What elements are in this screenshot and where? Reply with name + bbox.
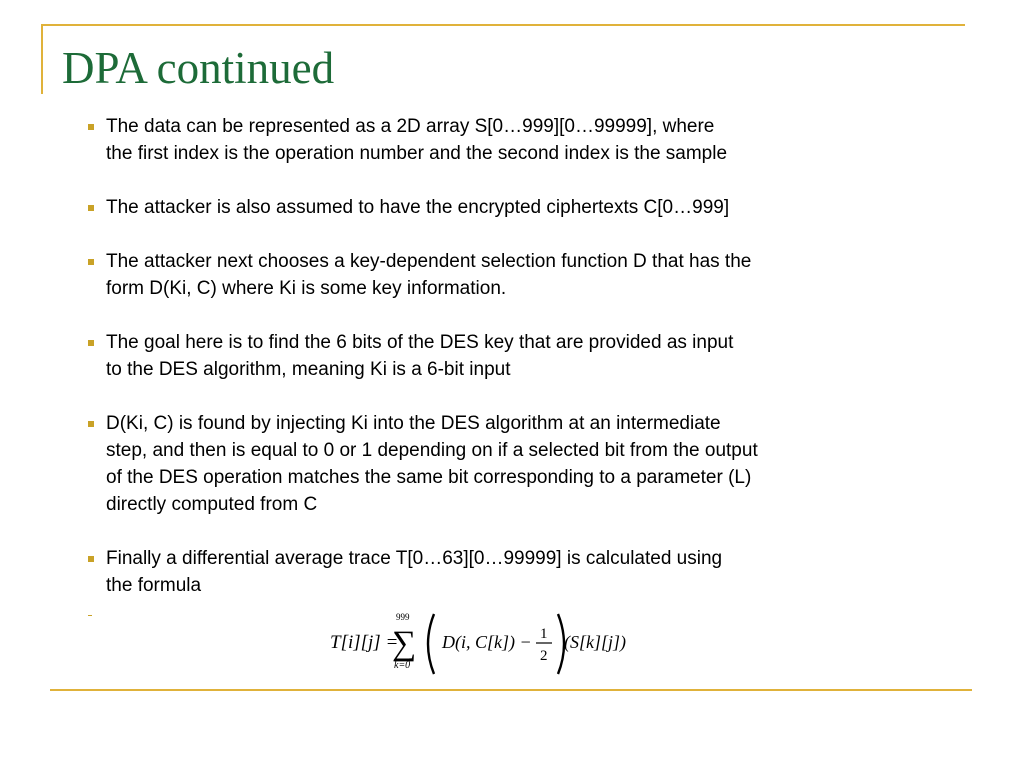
bullet-line: D(Ki, C) is found by injecting Ki into the DES algorithm at an intermediate bbox=[106, 413, 721, 434]
bullet-line: Finally a differential average trace T[0…63][0…99999] is calculated using bbox=[106, 548, 723, 569]
bullet-list bbox=[88, 113, 948, 626]
formula-rhs: (S[k][j]) bbox=[564, 632, 626, 652]
left-paren-shape bbox=[428, 614, 434, 674]
formula-lhs: T[i][j] = bbox=[330, 632, 399, 653]
bullet-marker bbox=[88, 259, 94, 265]
bullet-marker bbox=[88, 205, 94, 211]
frame-top-rule bbox=[41, 24, 965, 26]
bullet-line: form D(Ki, C) where Ki is some key information. bbox=[106, 278, 507, 299]
bullet-line: to the DES algorithm, meaning Ki is a 6-bit input bbox=[106, 359, 511, 380]
bullet-item bbox=[88, 545, 948, 599]
formula-frac-num: 1 bbox=[540, 626, 548, 642]
bullet-marker bbox=[88, 556, 94, 562]
bullet-line: the formula bbox=[106, 575, 202, 596]
bullet-item bbox=[88, 410, 948, 518]
frame-left-rule bbox=[41, 24, 43, 94]
bullet-line: directly computed from C bbox=[106, 494, 318, 515]
frame-bottom-rule bbox=[50, 689, 972, 691]
bullet-item bbox=[88, 113, 948, 167]
formula-term: D(i, C[k]) − bbox=[442, 632, 532, 652]
formula-sum-lower: k=0 bbox=[394, 660, 411, 671]
bullet-line: The goal here is to find the 6 bits of the DES key that are provided as input bbox=[106, 332, 734, 353]
formula-sigma: ∑ bbox=[392, 625, 417, 662]
stray-mark bbox=[88, 615, 92, 616]
slide-title: DPA continued bbox=[62, 43, 335, 93]
bullet-item bbox=[88, 194, 948, 221]
bullet-marker bbox=[88, 340, 94, 346]
bullet-marker bbox=[88, 124, 94, 130]
formula-sum-upper: 999 bbox=[396, 612, 410, 622]
bullet-item bbox=[88, 329, 948, 383]
bullet-line: step, and then is equal to 0 or 1 depending on if a selected bit from the output bbox=[106, 440, 758, 461]
bullet-marker bbox=[88, 421, 94, 427]
bullet-line: of the DES operation matches the same bit corresponding to a parameter (L) bbox=[106, 467, 752, 488]
bullet-line: the first index is the operation number and the second index is the sample bbox=[106, 143, 728, 164]
formula-image bbox=[328, 608, 640, 680]
formula-frac-den: 2 bbox=[540, 648, 548, 664]
bullet-line: The data can be represented as a 2D array S[0…999][0…99999], where bbox=[106, 116, 715, 137]
bullet-line: The attacker next chooses a key-dependent selection function D that has the bbox=[106, 251, 752, 272]
bullet-item bbox=[88, 248, 948, 302]
bullet-line: The attacker is also assumed to have the encrypted ciphertexts C[0…999] bbox=[106, 197, 730, 218]
